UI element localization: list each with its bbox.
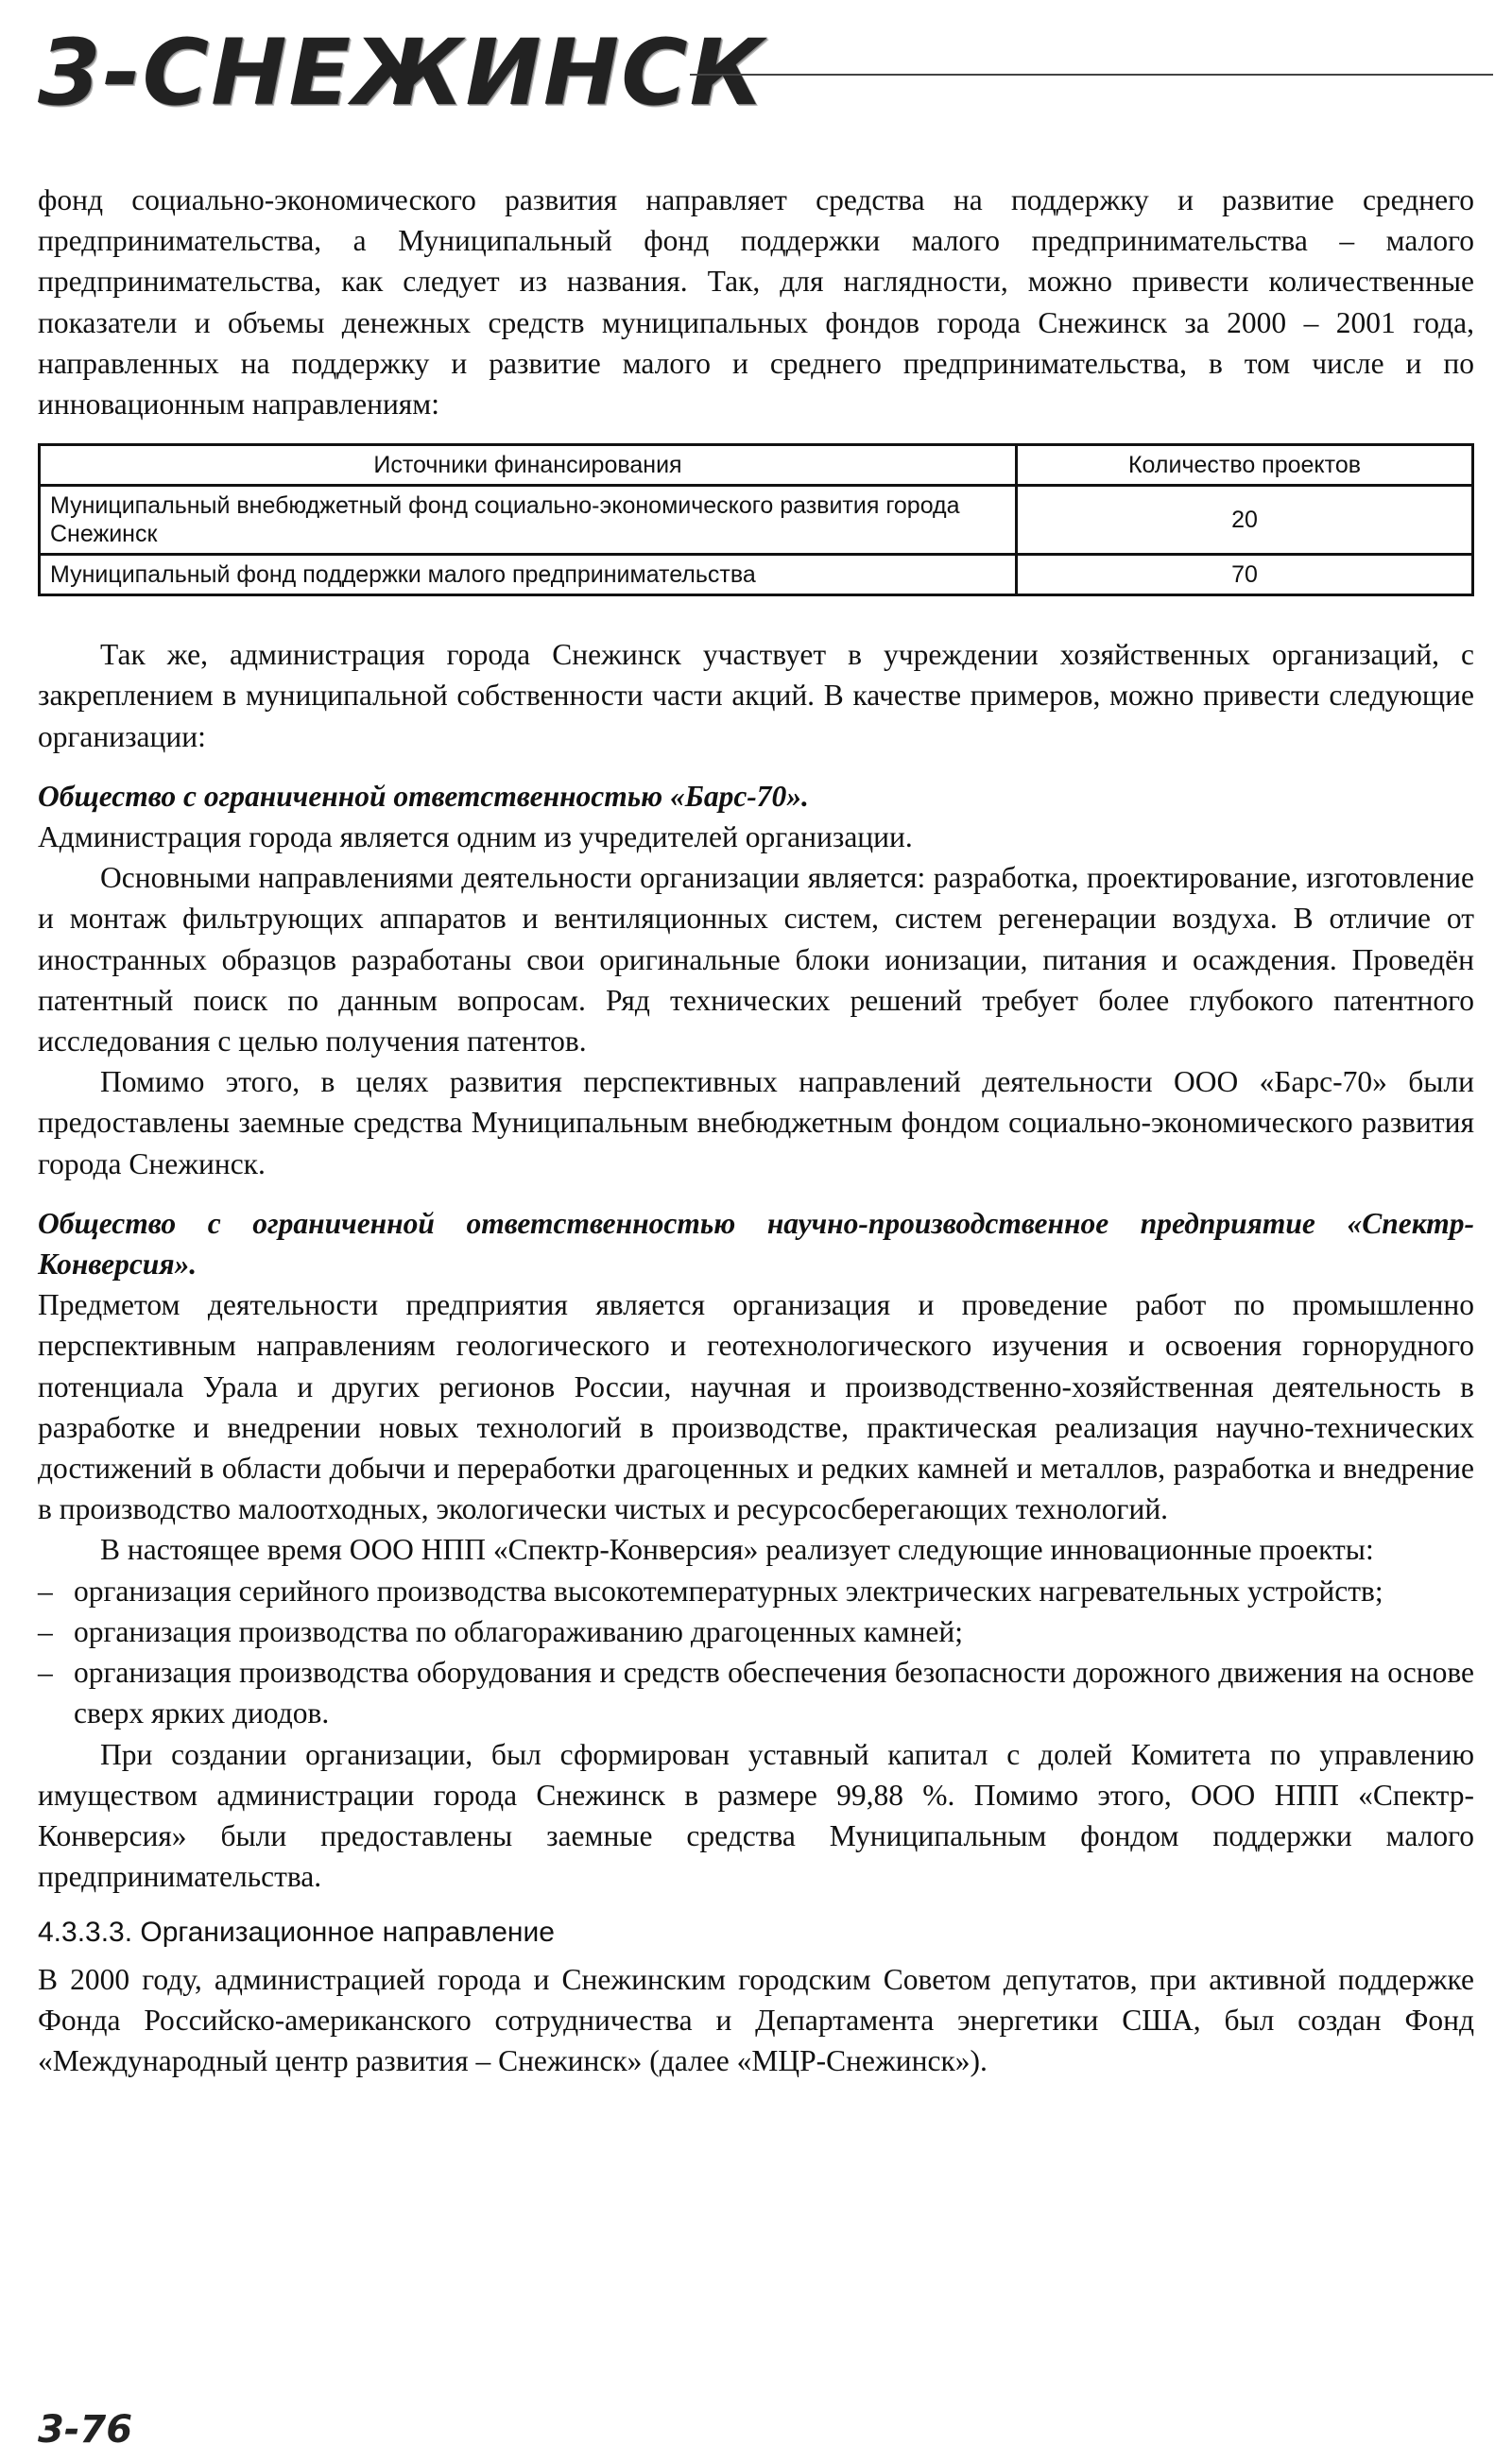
table-header-count: Количество проектов xyxy=(1017,445,1473,486)
page-header xyxy=(38,21,1484,125)
table-row xyxy=(40,555,1473,595)
table-header-source: Источники финансирования xyxy=(40,445,1017,486)
page-number: 3-76 xyxy=(38,2408,133,2452)
table-cell-source: Муниципальный внебюджетный фонд социально-экономического развития города Снежинск xyxy=(40,486,1017,555)
list-item: – организация производства по облагораживанию драгоценных камней; xyxy=(38,1611,1474,1652)
header-rule xyxy=(690,74,1493,76)
spektr-paragraph-2: В настоящее время ООО НПП «Спектр-Конверсия» реализует следующие инновационные проекты: xyxy=(100,1533,1374,1567)
spektr-paragraph-1: Предметом деятельности предприятия является организация и проведение работ по промышленно перспективным направлениям геологического и геотехнологического изучения и освоения горнорудного потенциала Урала и других регионов России, научная и производственно-хозяйственная деятельность в разработке и внедрении новых технологий в производстве, практическая реализация научно-технических достижений в области добычи и переработки драгоценных и редких камней и металлов, разработка и внедрение в производство малоотходных, экологически чистых и ресурсосберегающих технологий. xyxy=(38,1288,1474,1526)
table-header-row xyxy=(40,445,1473,486)
table-cell-count: 70 xyxy=(1017,555,1473,595)
bars-heading: Общество с ограниченной ответственностью «Барс-70». xyxy=(38,779,809,813)
list-item: – организация серийного производства высокотемпературных электрических нагревательных устройств; xyxy=(38,1571,1474,1611)
funding-table xyxy=(38,443,1474,596)
spektr-projects-list xyxy=(38,1571,1474,1734)
chapter-title: 3-СНЕЖИНСК xyxy=(38,20,766,126)
intro-paragraph: фонд социально-экономического развития направляет средства на поддержку и развитие среднего предпринимательства, а Муниципальный фонд поддержки малого предпринимательства – малого предпринимательства, как следует из названия. Так, для наглядности, можно привести количественные показатели и объемы денежных средств муниципальных фондов города Снежинск за 2000 – 2001 года, направленных на поддержку и развитие малого и среднего предпринимательства, в том числе и по инновационным направлениям: xyxy=(38,183,1474,422)
section-paragraph: В 2000 году, администрацией города и Снежинским городским Советом депутатов, при активной поддержке Фонда Российско-американского сотрудничества и Департамента энергетики США, был создан Фонд «Международный центр развития – Снежинск» (далее «МЦР-Снежинск»). xyxy=(38,1962,1474,2077)
table-row xyxy=(40,486,1473,555)
spektr-paragraph-3: При создании организации, был сформирован уставный капитал с долей Комитета по управлению имуществом администрации города Снежинск в размере 99,88 %. Помимо этого, ООО НПП «Спектр-Конверсия» были предоставлены заемные средства Муниципальным фондом поддержки малого предпринимательства. xyxy=(38,1737,1474,1894)
funding-table-wrapper xyxy=(38,443,1474,596)
section-heading: 4.3.3.3. Организационное направление xyxy=(38,1917,555,1949)
bars-paragraph-1: Администрация города является одним из учредителей организации. xyxy=(38,820,913,854)
list-item: – организация производства оборудования и средств обеспечения безопасности дорожного движения на основе сверх ярких диодов. xyxy=(38,1652,1474,1733)
admin-paragraph: Так же, администрация города Снежинск участвует в учреждении хозяйственных организаций, с закреплением в муниципальной собственности части акций. В качестве примеров, можно привести следующие организации: xyxy=(38,638,1474,753)
page-content xyxy=(38,180,1474,2081)
bars-paragraph-2: Основными направлениями деятельности организации является: разработка, проектирование, изготовление и монтаж фильтрующих аппаратов и вентиляционных систем, систем регенерации воздуха. В отличие от иностранных образцов разработаны свои оригинальные блоки ионизации, питания и осаждения. Проведён патентный поиск по данным вопросам. Ряд технических решений требует более глубокого патентного исследования с целью получения патентов. xyxy=(38,861,1474,1058)
table-cell-source: Муниципальный фонд поддержки малого предпринимательства xyxy=(40,555,1017,595)
bars-paragraph-3: Помимо этого, в целях развития перспективных направлений деятельности ООО «Барс-70» были предоставлены заемные средства Муниципальным внебюджетным фондом социально-экономического развития города Снежинск. xyxy=(38,1065,1474,1180)
spektr-heading: Общество с ограниченной ответственностью научно-производственное предприятие «Спектр-Конверсия». xyxy=(38,1206,1474,1282)
table-cell-count: 20 xyxy=(1017,486,1473,555)
